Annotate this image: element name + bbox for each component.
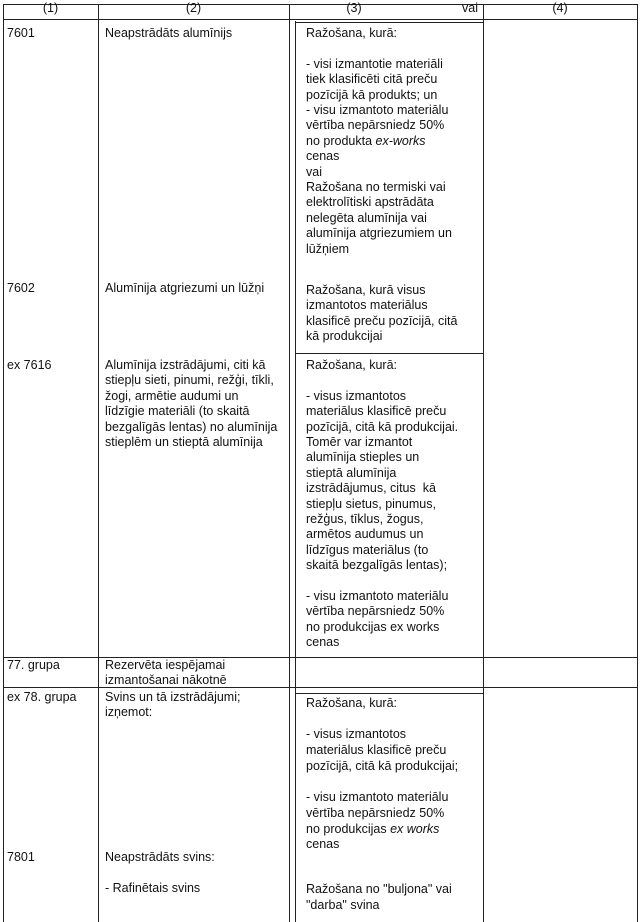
rule-line: tiek klasificēti citā preču xyxy=(306,72,438,87)
row-7601-rule xyxy=(306,26,452,257)
header-divider xyxy=(3,19,638,20)
rule-line: Tomēr var izmantot xyxy=(306,435,413,450)
header-col-1: (1) xyxy=(42,1,59,15)
row-78-description xyxy=(105,690,240,721)
rule-line: alumīnija stieples un xyxy=(306,450,420,465)
rule-line: izstrādājumus, citus kā xyxy=(306,481,436,496)
rule-line: kā produkcijai xyxy=(306,329,383,344)
rule-line xyxy=(306,712,458,727)
desc-line: stieplēm un stieptā alumīnija xyxy=(105,435,263,450)
rule-line: Ražošana, kurā visus xyxy=(306,283,426,297)
rule-line: alumīnija atgriezumiem un xyxy=(306,226,452,241)
rule-line: stiepļu sietus, pinumus, xyxy=(306,496,436,511)
row-divider-77-top xyxy=(3,657,638,658)
rule-line: lūžņiem xyxy=(306,241,350,256)
row-77-code: 77. grupa xyxy=(7,658,60,672)
table-border-left xyxy=(3,4,4,922)
row-7801-sub-description: - Rafinētais svins xyxy=(105,881,201,895)
rule-line: elektrolītiski apstrādāta xyxy=(306,195,434,210)
row-7616-description xyxy=(105,358,277,450)
rule-line xyxy=(306,574,458,589)
rule-line: režģus, tīklus, žogus, xyxy=(306,512,424,527)
rule-line: Ražošana, kurā: xyxy=(306,358,398,372)
rule-line: klasificē preču pozīcijā, citā xyxy=(306,313,458,328)
header-col-4: (4) xyxy=(552,1,568,15)
desc-line: žogi, armētie audumi un xyxy=(105,388,239,403)
row-7801-code: 7801 xyxy=(7,850,35,864)
rule-line: armētos audumus un xyxy=(306,527,424,542)
rule-line: "darba" svina xyxy=(306,898,380,912)
rule-line: - visu izmantoto materiālu xyxy=(306,103,449,118)
header-col-3: (3) xyxy=(346,1,362,15)
desc-line: Alumīnija izstrādājumi, citi kā xyxy=(105,358,266,372)
row-77-description xyxy=(105,658,227,687)
rule-line: - visus izmantotos xyxy=(306,388,407,403)
rule-line: vērtība nepārsniedz 50% xyxy=(306,805,445,820)
rule-box-top-78 xyxy=(295,693,484,694)
row-7601-code: 7601 xyxy=(7,26,35,40)
italic-term: ex-works xyxy=(375,133,426,148)
desc-line: bezgalīgās lentas) no alumīnija xyxy=(105,419,278,434)
rule-line: - visus izmantotos xyxy=(306,727,407,742)
rule-line: - visu izmantoto materiālu xyxy=(306,589,449,604)
rule-line: - visu izmantoto materiālu xyxy=(306,789,449,804)
row-7602-code: 7602 xyxy=(7,281,35,295)
header-col-2: (2) xyxy=(185,1,202,15)
rule-line: vērtība nepārsniedz 50% xyxy=(306,118,445,133)
row-7801-description: Neapstrādāts svins: xyxy=(105,850,215,864)
rule-line: stieptā alumīnija xyxy=(306,465,397,480)
row-7801-sub-rule xyxy=(306,881,452,913)
rule-line: pozīcijā, citā kā produkcijai; xyxy=(306,758,459,773)
rule-line: vai xyxy=(306,164,322,179)
rule-line xyxy=(306,41,452,56)
row-78-code: ex 78. grupa xyxy=(7,690,77,704)
rule-box-left xyxy=(295,21,296,922)
rule-line: Ražošana, kurā: xyxy=(306,26,398,40)
rule-box-top-7601 xyxy=(295,22,484,23)
col-divider-3 xyxy=(483,4,484,922)
rule-line: - visi izmantotie materiāli xyxy=(306,56,443,71)
rule-line: pozīcijā, citā kā produkcijai. xyxy=(306,419,459,434)
desc-line: Alumīnija atgriezumi un lūžņi xyxy=(105,281,265,295)
rule-line: Ražošana, kurā: xyxy=(306,696,398,710)
italic-term: ex works xyxy=(390,821,440,836)
desc-line: Neapstrādāts alumīnijs xyxy=(105,26,233,40)
row-7616-code: ex 7616 xyxy=(7,358,52,372)
rule-line-exworks: no produkta ex-works xyxy=(306,133,426,148)
row-7601-description xyxy=(105,26,232,41)
rule-line: cenas xyxy=(306,837,340,852)
table-border-right xyxy=(637,4,638,922)
desc-line: izmantošanai nākotnē xyxy=(105,672,227,687)
rule-line: līdzīgus materiālus (to xyxy=(306,542,429,557)
rule-line: nelegēta alumīnija vai xyxy=(306,210,427,225)
col-divider-1 xyxy=(98,4,99,922)
row-7616-rule xyxy=(306,358,458,651)
row-divider-77-bottom xyxy=(3,687,638,688)
rule-line: materiālus klasificē preču xyxy=(306,742,447,757)
rule-line-exworks: no produkcijas ex works xyxy=(306,821,440,836)
row-7602-rule xyxy=(306,283,457,345)
rule-box-top-7616 xyxy=(295,353,484,354)
desc-line: Svins un tā izstrādājumi; xyxy=(105,690,241,704)
rule-line: cenas xyxy=(306,635,340,650)
rule-line: skaitā bezgalīgās lentas); xyxy=(306,558,448,573)
rule-line: Ražošana no termiski vai xyxy=(306,180,446,195)
header-col-3-or: vai xyxy=(462,1,478,15)
desc-line: Rezervēta iespējamai xyxy=(105,658,226,672)
desc-line: stiepļu sieti, pinumi, režģi, tīkli, xyxy=(105,373,274,388)
desc-line: līdzīgie materiāli (to skaitā xyxy=(105,404,250,419)
rule-line xyxy=(306,775,458,790)
rule-line: materiālus klasificē preču xyxy=(306,404,447,419)
rule-line: no produkcijas ex works xyxy=(306,619,440,634)
rule-line: izmantotos materiālus xyxy=(306,298,428,313)
rule-line: Ražošana no "buljona" vai xyxy=(306,882,452,896)
col-divider-2 xyxy=(289,4,290,922)
row-7602-description xyxy=(105,281,264,296)
rule-line xyxy=(306,373,458,388)
desc-line: izņemot: xyxy=(105,705,153,720)
rule-line: pozīcijā kā produkts; un xyxy=(306,87,438,102)
rule-line: cenas xyxy=(306,149,340,164)
row-78-rule xyxy=(306,696,458,853)
rule-line: vērtība nepārsniedz 50% xyxy=(306,604,445,619)
